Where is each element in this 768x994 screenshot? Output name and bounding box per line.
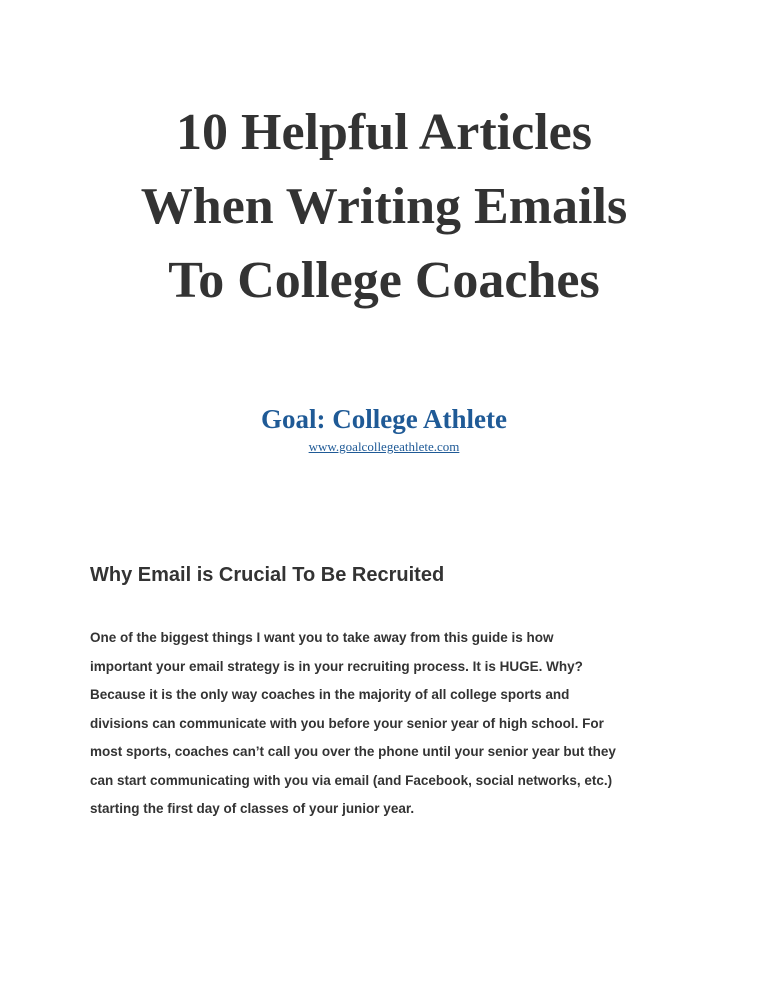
title-line-1: 10 Helpful Articles — [176, 104, 592, 161]
paragraph-line: most sports, coaches can’t call you over the phone until your senior year but they — [90, 744, 616, 759]
brand-block — [0, 400, 768, 456]
title-line-3: To College Coaches — [168, 252, 600, 309]
document-title — [0, 96, 768, 318]
paragraph-line: divisions can communicate with you before your senior year of high school. For — [90, 715, 604, 731]
paragraph-line: important your email strategy is in your recruiting process. It is HUGE. Why? — [90, 658, 583, 674]
title-line-2: When Writing Emails — [140, 178, 628, 235]
brand-name: Goal: College Athlete — [261, 404, 507, 434]
paragraph-line: can start communicating with you via email (and Facebook, social networks, etc.) — [90, 772, 613, 788]
paragraph-line: One of the biggest things I want you to take away from this guide is how — [90, 630, 554, 645]
body-paragraph — [90, 624, 710, 824]
paragraph-line: Because it is the only way coaches in the majority of all college sports and — [90, 687, 570, 702]
paragraph-line: starting the first day of classes of your junior year. — [90, 801, 415, 816]
section-heading: Why Email is Crucial To Be Recruited — [90, 564, 445, 586]
brand-url-link[interactable]: www.goalcollegeathlete.com — [308, 439, 460, 454]
